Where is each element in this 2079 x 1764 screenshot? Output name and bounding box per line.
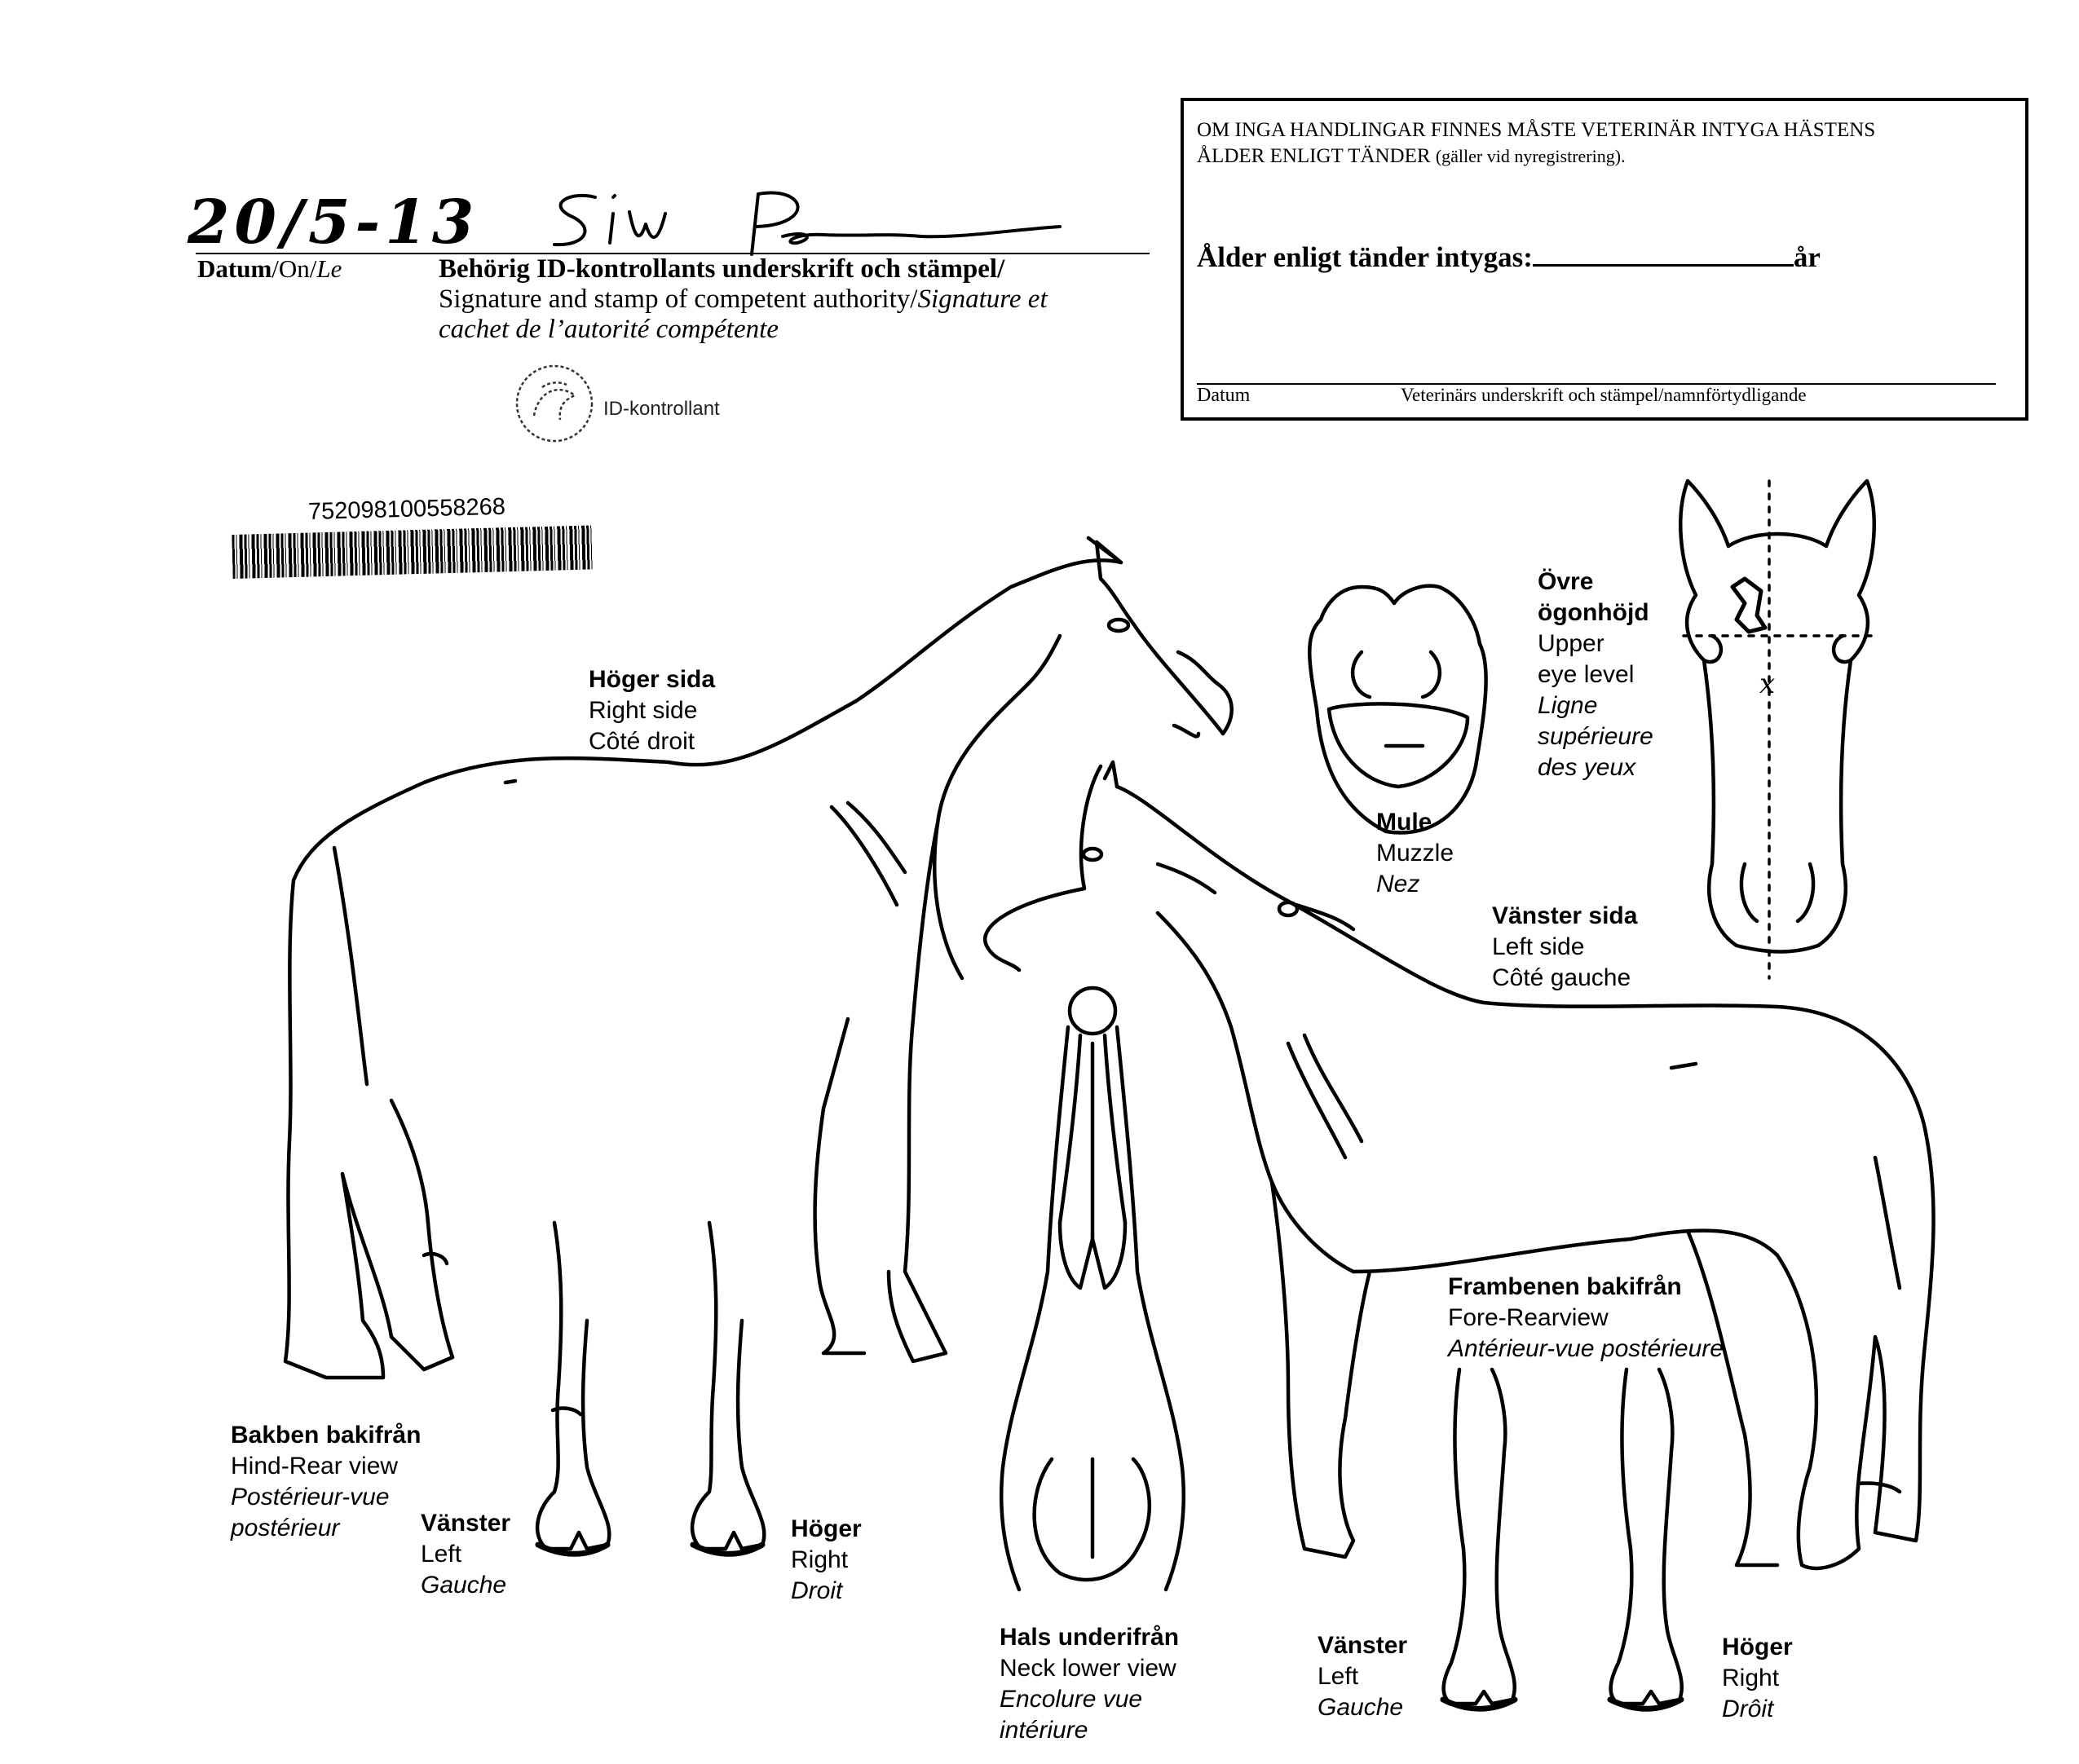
vet-notice-line2: ÅLDER ENLIGT TÄNDER (gäller vid nyregistrering). [1197, 145, 1626, 167]
label-fore-rear-en: Fore-Rearview [1448, 1304, 1609, 1331]
left-side-horse [985, 762, 1933, 1568]
label-fore-right [1722, 1632, 1793, 1725]
label-fore-right-fr: Drôit [1722, 1696, 1774, 1722]
label-upper-eye [1538, 567, 1653, 783]
label-hind-left-fr: Gauche [421, 1572, 507, 1599]
label-neck-fr1: Encolure vue [1000, 1686, 1143, 1713]
handwritten-date: 20/5-13 [188, 187, 479, 258]
label-fore-left [1318, 1630, 1407, 1723]
label-fore-rear [1448, 1272, 1724, 1365]
label-upper-eye-sv2: ögonhöjd [1538, 599, 1649, 626]
label-right-side-sv: Höger sida [589, 666, 716, 693]
barcode-number: 752098100558268 [307, 493, 506, 525]
vet-notice-small: (gäller vid nyregistrering). [1435, 146, 1626, 166]
label-muzzle-fr: Nez [1376, 871, 1420, 897]
label-hind-left-sv: Vänster [421, 1510, 511, 1537]
label-hind-right-fr: Droit [791, 1577, 843, 1604]
label-upper-eye-fr1: Ligne [1538, 692, 1598, 719]
label-right-side [589, 664, 715, 757]
date-label-sv: Datum [197, 254, 272, 283]
label-muzzle-en: Muzzle [1376, 840, 1454, 867]
official-stamp-text: ID-kontrollant [603, 398, 720, 420]
label-fore-right-sv: Höger [1722, 1634, 1793, 1660]
label-left-side [1492, 901, 1637, 994]
label-fore-rear-fr: Antérieur-vue postérieure [1448, 1335, 1724, 1362]
date-label-fr: Le [316, 254, 342, 283]
face-mark-letter: x [1759, 668, 1776, 700]
authority-caption-fr-start: Signature et [917, 284, 1048, 314]
label-hind-rear-sv: Bakben bakifrån [231, 1422, 422, 1449]
label-hind-rear-fr1: Postérieur-vue [231, 1484, 390, 1510]
label-right-side-fr: Côté droit [589, 728, 695, 755]
label-fore-left-sv: Vänster [1318, 1632, 1408, 1659]
label-hind-left [421, 1508, 510, 1601]
label-fore-left-en: Left [1318, 1663, 1359, 1690]
label-hind-rear-fr2: postérieur [231, 1515, 340, 1541]
muzzle-diagram [1309, 586, 1485, 833]
label-upper-eye-en1: Upper [1538, 630, 1604, 657]
label-fore-rear-sv: Frambenen bakifrån [1448, 1273, 1682, 1300]
label-upper-eye-fr3: des yeux [1538, 754, 1636, 781]
vet-notice-line1: OM INGA HANDLINGAR FINNES MÅSTE VETERINÄR INTYGA HÄSTENS [1197, 119, 1876, 141]
label-left-side-sv: Vänster sida [1492, 902, 1638, 929]
neck-lower-diagram [1001, 988, 1184, 1590]
label-right-side-en: Right side [589, 697, 698, 724]
label-hind-right-en: Right [791, 1546, 849, 1573]
head-front-diagram [1680, 481, 1874, 978]
vet-age-label: Ålder enligt tänder intygas: [1197, 241, 1533, 273]
label-neck-en: Neck lower view [1000, 1655, 1176, 1682]
label-left-side-fr: Côté gauche [1492, 964, 1631, 991]
label-neck [1000, 1622, 1179, 1746]
date-label-en: /On/ [271, 254, 317, 283]
hind-rear-diagram [537, 1223, 764, 1554]
label-hind-right-sv: Höger [791, 1515, 862, 1542]
label-fore-right-en: Right [1722, 1665, 1780, 1691]
label-upper-eye-en2: eye level [1538, 661, 1635, 688]
label-muzzle-sv: Mule [1376, 809, 1432, 836]
label-fore-left-fr: Gauche [1318, 1694, 1404, 1721]
fore-rear-diagram [1443, 1369, 1682, 1709]
vet-age-unit: år [1793, 241, 1821, 273]
label-hind-rear [231, 1420, 421, 1544]
authority-caption-sv: Behörig ID-kontrollants underskrift och stämpel/ [439, 254, 1005, 284]
label-hind-left-en: Left [421, 1541, 462, 1568]
label-muzzle [1376, 807, 1454, 900]
label-hind-right [791, 1514, 862, 1607]
label-upper-eye-sv1: Övre [1538, 568, 1594, 595]
vet-footer-date: Datum [1197, 385, 1251, 406]
label-neck-fr2: intériure [1000, 1717, 1088, 1744]
authority-caption-en: Signature and stamp of competent authority/Signature et [439, 284, 1048, 314]
label-neck-sv: Hals underifrån [1000, 1624, 1180, 1651]
authority-caption-fr: cachet de l’autorité compétente [439, 315, 779, 344]
vet-footer-signature: Veterinärs underskrift och stämpel/namnförtydligande [1401, 385, 1807, 405]
label-hind-rear-en: Hind-Rear view [231, 1453, 399, 1480]
label-left-side-en: Left side [1492, 933, 1585, 960]
label-upper-eye-fr2: supérieure [1538, 723, 1653, 750]
